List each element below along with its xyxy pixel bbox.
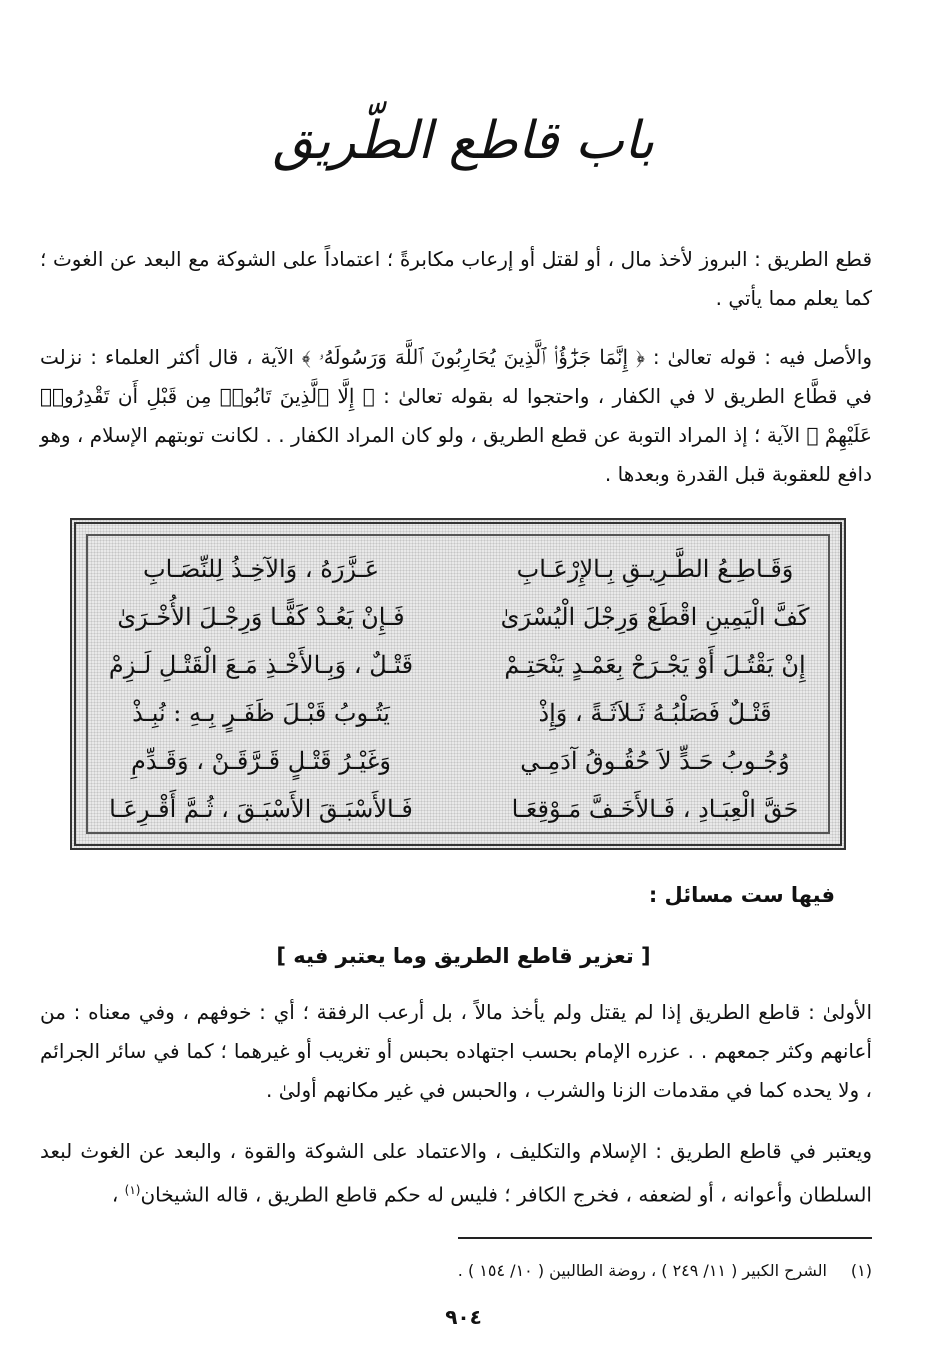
verse-first-hemistich: قَتْـلٌ فَصَلْبُـهُ ثَـلاَثَـةً ، وَإِذْ — [538, 699, 772, 727]
verse-first-hemistich: وُجُـوبُ حَـدٍّ لاَ حُقُـوقُ آدَمِـي — [520, 747, 790, 775]
verse-first-hemistich: وَقَـاطِـعُ الطَّـرِيـقِ بِـالإِرْعَـابِ — [516, 555, 794, 583]
requirements-text-end: ، — [111, 1182, 125, 1207]
footnote-divider — [458, 1237, 872, 1239]
footnote — [52, 1258, 872, 1284]
quran-verse-1: ﴿ إِنَّمَا جَزَٰٓؤُا۟ ٱلَّذِينَ يُحَارِبُونَ ٱللَّهَ وَرَسُولَهُۥ ﴾ — [301, 345, 645, 369]
verse-line — [96, 786, 820, 832]
verse-first-hemistich: إِنْ يَقْتُـلَ أَوْ يَجْـرَحْ بِعَمْـدٍ يَنْحَتِـمْ — [504, 651, 806, 679]
page-number: ٩٠٤ — [445, 1305, 482, 1329]
verse-second-hemistich: فَـالأَسْبَـقَ الأَسْبَـقَ ، ثُـمَّ أَقْـرِعَـا — [109, 795, 413, 823]
verse-second-hemistich: عَـزَّرَهُ ، وَالآخِـذُ لِلنِّصَـابِ — [142, 555, 380, 583]
verse-line — [96, 690, 820, 736]
verse-line — [96, 546, 820, 592]
evidence-text-1: والأصل فيه : قوله تعالىٰ : — [644, 345, 872, 369]
requirements-paragraph — [40, 1132, 872, 1215]
verse-line — [96, 594, 820, 640]
issues-intro: فيها ست مسائل : — [648, 883, 835, 907]
chapter-title: باب قاطع الطّريق — [272, 111, 655, 171]
requirements-text: ويعتبر في قاطع الطريق : الإسلام والتكليف ، والاعتماد على الشوكة والقوة ، والبعد عن الغوث لبعد السلطان وأعوانه ، أو لضعفه ، فخرج الكافر ؛ فليس له حكم قاطع الطريق ، قاله الشيخان — [40, 1139, 872, 1207]
footnote-number: (١) — [850, 1261, 872, 1280]
verse-line — [96, 642, 820, 688]
verse-first-hemistich: كَفَّ الْيَمِينِ اقْطَعْ وَرِجْلَ الْيُسْرَىٰ — [500, 603, 810, 631]
verse-first-hemistich: حَقَّ الْعِبَـادِ ، فَـالأَخَـفَّ مَـوْقِعَـا — [511, 795, 799, 823]
evidence-text-2: الآية ، قال أكثر العلماء : نزلت في قطَّاع الطريق لا في الكفار ، واحتجوا له بقوله تعالىٰ : — [40, 345, 872, 408]
definition-paragraph: قطع الطريق : البروز لأخذ مال ، أو لقتل أو إرعاب مكابرةً ؛ اعتماداً على الشوكة مع البعد عن الغوث ؛ كما يعلم مما يأتي . — [40, 247, 872, 310]
footnote-text: الشرح الكبير ( ١١/ ٢٤٩ ) ، روضة الطالبين ( ١٠/ ١٥٤ ) . — [457, 1261, 827, 1280]
section-heading: [ تعزير قاطع الطريق وما يعتبر فيه ] — [276, 944, 651, 968]
footnote-reference[interactable]: (١) — [124, 1183, 141, 1197]
quran-verse-2: ﴿ إِلَّا ٱلَّذِينَ تَابُوا۟ مِن قَبْلِ أَن تَقْدِرُوا۟ عَلَيْهِمْ ﴾ — [40, 384, 872, 447]
poem-verse-box — [70, 518, 846, 850]
verse-second-hemistich: وَغَيْـرُ قَتْـلٍ قَـرَّقَـنْ ، وَقَـدِّمِ — [131, 747, 391, 775]
evidence-text-3: الآية ؛ إذ المراد التوبة عن قطع الطريق ، ولو كان المراد الكفار . . لكانت توبتهم الإسلام ، وهو دافع للعقوبة قبل القدرة وبعدها . — [40, 423, 872, 486]
verse-second-hemistich: فَـإِنْ يَعُـدْ كَفًّـا وَرِجْـلَ الأُخْـرَىٰ — [117, 603, 405, 631]
verse-line — [96, 738, 820, 784]
first-issue-paragraph: الأولىٰ : قاطع الطريق إذا لم يقتل ولم يأخذ مالاً ، بل أرعب الرفقة ؛ أي : خوفهم ، وفي معناه : من أعانهم وكثر جمعهم . . عزره الإمام بحسب اجتهاده بحبس أو تغريب أو غيرهما ؛ كما في سائر الجرائم ، ولا يحده كما في مقدمات الزنا والشرب ، والحبس في غير مكانهم أولىٰ . — [40, 1000, 872, 1102]
verse-second-hemistich: قَتْـلٌ ، وَبِـالأَخْـذِ مَـعَ الْقَتْـلِ لَـزِمْ — [108, 651, 414, 679]
verse-second-hemistich: يَتُـوبُ قَبْـلَ ظَفَـرٍ بِـهِ : نُبِـذْ — [132, 699, 390, 727]
evidence-paragraph — [40, 338, 872, 494]
